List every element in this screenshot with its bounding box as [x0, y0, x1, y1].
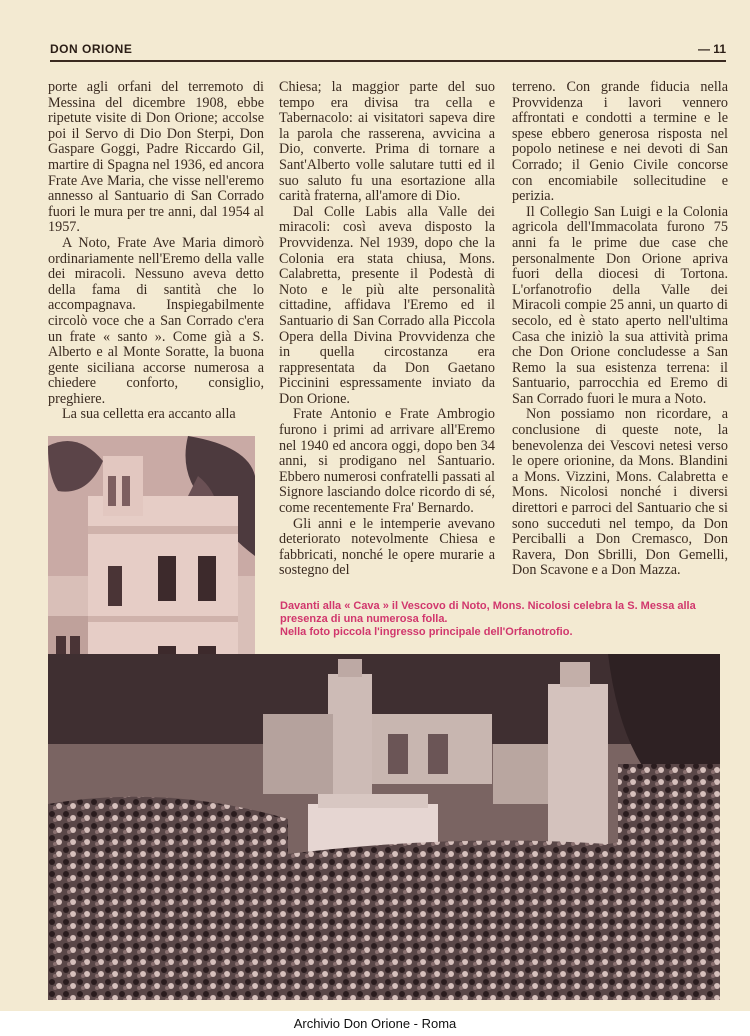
text-column-3: [512, 80, 728, 579]
running-title: DON ORIONE: [50, 42, 133, 56]
archive-footer: Archivio Don Orione - Roma: [0, 1011, 750, 1036]
header-rule: [50, 60, 726, 62]
paragraph: Non possiamo non ricordare, a conclusione di queste note, la benevolenza dei Vescovi netesi verso le opere orionine, da Mons. Blandini a Mons. Vizzini, Mons. Calabretta e Mons. Nicolosi nonché i diversi direttori e parroci del Santuario che si sono succeduti nel tempo, da Don Perciballi a Don Cremasco, Don Ravera, Don Sbrilli, Don Gemelli, Don Scavone e a Don Mazza.: [512, 406, 728, 579]
paragraph: Gli anni e le intemperie avevano deteriorato notevolmente Chiesa e fabbricati, nonché le opere murarie a sostegno del: [279, 515, 495, 579]
paragraph: A Noto, Frate Ave Maria dimorò ordinariamente nell'Eremo della valle dei miracoli. Nessuno aveva detto della fama di santità che lo accompagnava. Inspiegabilmente circolò voce che a San Corrado c'era un frate « santo ». Come già a S. Alberto e al Monte Soratte, la buona gente siciliana accorse numerosa a chiedere conforto, consiglio, preghiere.: [48, 234, 264, 407]
paragraph: terreno. Con grande fiducia nella Provvidenza i lavori vennero affrontati e condotti a termine e le spese ebbero generosa risposta nel popolo netinese e nei devoti di San Corrado; il Genio Civile concorse con encomiabile sollecitudine e perizia.: [512, 79, 728, 205]
text-column-1: [48, 80, 264, 423]
paragraph: Chiesa; la maggior parte del suo tempo era divisa tra cella e Tabernacolo: ai visitatori sapeva dire la parola che rasserena, avvicina a Dio, converte. Prima di tornare a Sant'Alberto volle salutare tutti ed il suo saluto fu una esortazione alla carità fraterna, all'amore di Dio.: [279, 79, 495, 205]
paragraph: Il Collegio San Luigi e la Colonia agricola dell'Immacolata furono 75 anni fa le prime due case che personalmente Don Orione apriva fuori della diocesi di Tortona. L'orfanotrofio della Valle dei Miracoli compie 25 anni, un quarto di secolo, ed è stato aperto nell'ultima Casa che iniziò la sua attività prima che Don Orione concludesse a San Remo la sua esistenza terrena: il Santuario, parrocchia ed Eremo di San Corrado fuori le mura a Noto.: [512, 203, 728, 407]
caption-main: Davanti alla « Cava » il Vescovo di Noto, Mons. Nicolosi celebra la S. Messa alla presenza di una numerosa folla.: [280, 600, 696, 625]
paragraph: Frate Antonio e Frate Ambrogio furono i primi ad arrivare all'Eremo nel 1940 ed ancora oggi, dopo ben 34 anni, si prodigano nel Santuario. Ebbero numerosi confratelli passati al Signore lasciando dolce ricordo di sé, come recentemente Fra' Bernardo.: [279, 406, 495, 517]
page-header: [50, 40, 726, 62]
paragraph: Dal Colle Labis alla Valle dei miracoli: così aveva disposto la Provvidenza. Nel 1939, dopo che la Colonia era stata chiusa, Mons. Calabretta, presente il Podestà di Noto e le più alte personalità cittadine, affidava l'Eremo ed il Santuario di San Corrado alla Piccola Opera della Divina Provvidenza che in quella circostanza era rappresentata da Don Gaetano Piccinini espressamente inviato da Don Orione.: [279, 203, 495, 407]
paragraph: porte agli orfani del terremoto di Messina del dicembre 1908, ebbe ripetute visite di Don Orione; accolse poi il Servo di Dio Don Sterpi, Don Gaspare Goggi, Padre Riccardo Gil, martire di Spagna nel 1936, ed ancora Frate Ave Maria, che visse nell'eremo annesso al Santuario di San Corrado fuori le mura per tre anni, dal 1954 al 1957.: [48, 79, 264, 236]
photo-caption: [280, 600, 720, 639]
caption-small-photo: Nella foto piccola l'ingresso principale dell'Orfanotrofio.: [280, 626, 573, 638]
paragraph: La sua celletta era accanto alla: [62, 406, 236, 423]
mass-crowd-photo: [48, 654, 720, 1000]
text-column-2: [279, 80, 495, 579]
page-number: — 11: [697, 42, 726, 56]
